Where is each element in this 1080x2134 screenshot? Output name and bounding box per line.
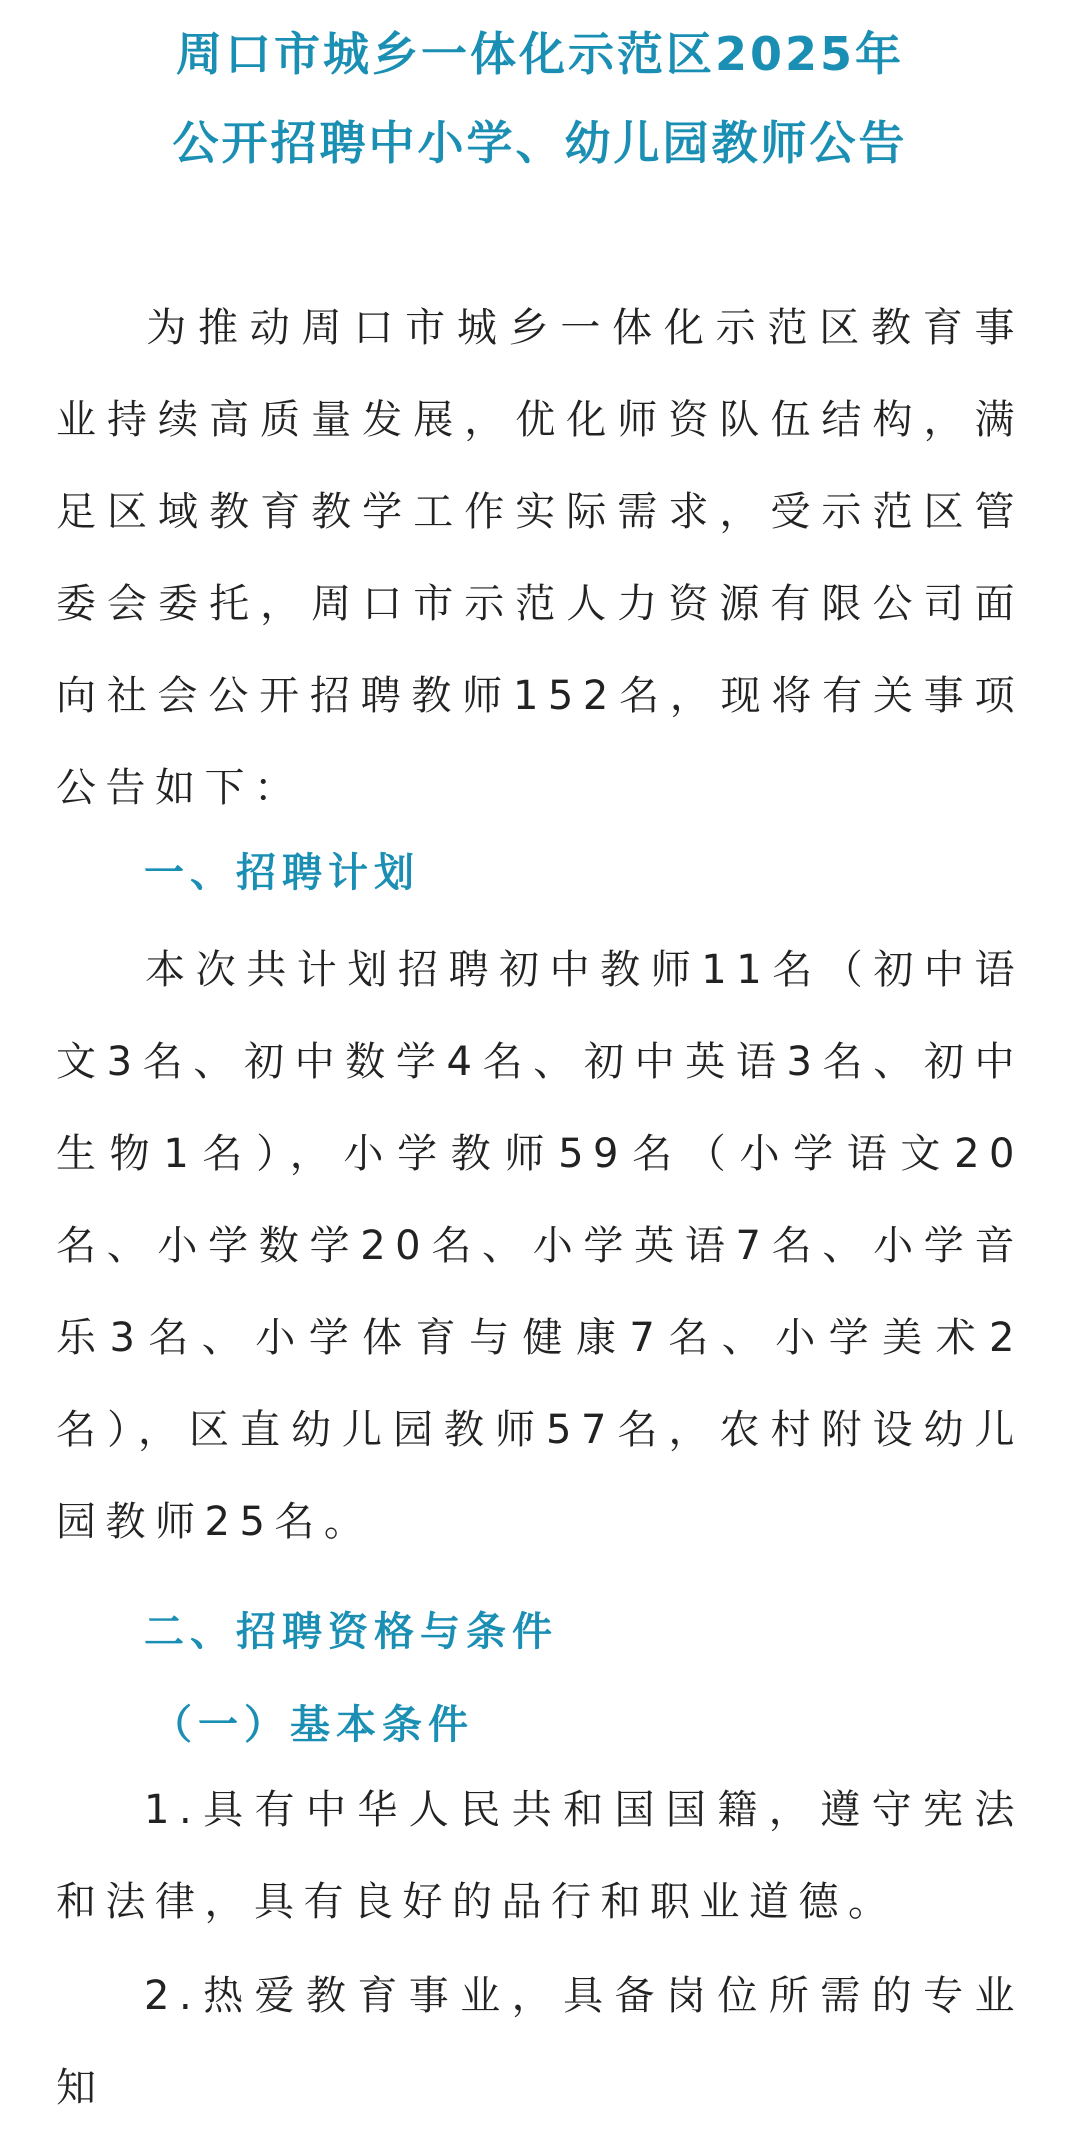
section1-heading: 一、招聘计划	[144, 850, 420, 896]
section2-heading: 二、招聘资格与条件	[144, 1609, 558, 1655]
title-line-2: 公开招聘中小学、幼儿园教师公告	[172, 116, 908, 170]
intro-text: 为推动周口市城乡一体化示范区教育事业持续高质量发展，优化师资队伍结构，满足区域教育教学工作实际需求，受示范区管委会委托，周口市示范人力资源有限公司面向社会公开招聘教师152名，现将有关事项公告如下：	[56, 305, 1024, 811]
item2-paragraph	[56, 1950, 1024, 2134]
title-line-1: 周口市城乡一体化示范区2025年	[175, 27, 905, 81]
intro-paragraph	[56, 282, 1024, 834]
section1-paragraph	[56, 924, 1024, 1568]
item2-text: 2.热爱教育事业，具备岗位所需的专业知	[56, 1973, 1024, 2111]
item1-text: 1.具有中华人民共和国国籍，遵守宪法和法律，具有良好的品行和职业道德。	[56, 1787, 1024, 1925]
subsection1-heading: （一）基本条件	[152, 1702, 474, 1748]
section1-text: 本次共计划招聘初中教师11名（初中语文3名、初中数学4名、初中英语3名、初中生物1名），小学教师59名（小学语文20名、小学数学20名、小学英语7名、小学音乐3名、小学体育与健康7名、小学美术2名），区直幼儿园教师57名，农村附设幼儿园教师25名。	[56, 947, 1024, 1545]
item1-paragraph	[56, 1764, 1024, 1948]
